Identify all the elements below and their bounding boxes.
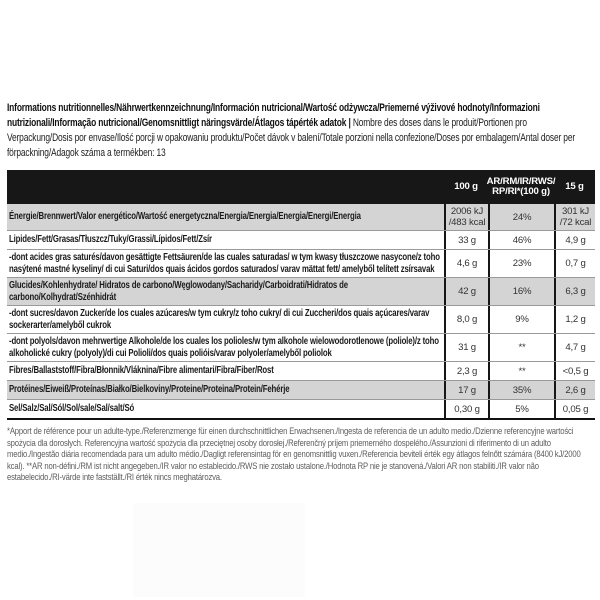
table-row	[7, 380, 595, 399]
table-row	[7, 204, 595, 230]
reference-intake-footnote: *Apport de référence pour un adulte-type./Referenzmenge für einen durchschnittlichen Erwachsenen./Ingesta de referencia de un adulto medio./Dzienne referencyjne wartości spożycia dla dorosłych. Referencyjna wartość spożycia dla przeciętnej osoby dorosłej./Referenčný príjem priemerného dospelého./Assunzioni di riferimento di un adulto medio./Ingestão diária recomendada para um adulto médio./Dagligt referensintag för en genomsnittlig vuxen./Referencia beviteli érték egy átlagos felnőtt számára (8400 kJ/2000 kcal). **AR non-défini./RM ist nicht angegeben./IR valor no establecido./RWS nie zostało ustalone./Hodnota RP nie je stanovená./Valori AR non stabiliti./IR valor não estabelecido./RI-värde inte fastställt./RI érték nincs meghatározva.	[7, 425, 581, 483]
row-label: -dont acides gras saturés/davon gesättigte Fettsäuren/de las cuales saturadas/ w tym kwasy tłuszczowe nasycone/z toho nasýtené mastné kyseliny/ di cui Saturi/dos quais ácidos gordos saturados/ varav mättat fett/ amelyből telített zsírsavak	[9, 252, 440, 275]
header-label-spacer	[7, 170, 444, 204]
value-per-100g: 8,0 g	[444, 306, 488, 333]
value-per-100g: 42 g	[444, 278, 488, 305]
value-reference-intake-percent: 23%	[488, 250, 554, 277]
value-per-15g: <0,5 g	[554, 362, 595, 380]
value-per-15g: 301 kJ /72 kcal	[554, 204, 595, 230]
value-per-100g: 2006 kJ /483 kcal	[444, 204, 488, 230]
nutrition-intro-paragraph	[7, 101, 595, 161]
table-row	[7, 277, 595, 305]
value-reference-intake-percent: **	[488, 334, 554, 361]
row-label: Fibres/Ballaststoff/Fibra/Błonnik/Vláknina/Fibre alimentari/Fibra/Fiber/Rost	[9, 365, 274, 377]
value-reference-intake-percent: 9%	[488, 306, 554, 333]
value-per-15g: 4,7 g	[554, 334, 595, 361]
column-header-15g: 15 g	[565, 180, 584, 192]
row-label: Énergie/Brennwert/Valor energético/Wartość energetyczna/Energia/Energia/Energia/Energi/Energia	[9, 211, 361, 223]
value-reference-intake-percent: 46%	[488, 231, 554, 249]
value-per-100g: 0,30 g	[444, 400, 488, 418]
value-per-15g: 0,05 g	[554, 400, 595, 418]
value-per-100g: 17 g	[444, 381, 488, 399]
table-row	[7, 230, 595, 249]
table-row	[7, 361, 595, 380]
value-per-15g: 2,6 g	[554, 381, 595, 399]
table-header-row	[7, 170, 595, 204]
table-row	[7, 333, 595, 361]
nutrition-title: Informations nutritionnelles/Nährwertkennzeichnung/Información nutricional/Wartość odżywcza/Priemerné výživové hodnoty/Informazioni nutrizionali/Informação nutricional/Genomsnittligt näringsvärde/Átlagos tápérték adatok	[7, 102, 540, 129]
row-label: -dont polyols/davon mehrwertige Alkohole/de los cuales los polioles/w tym alkohole wielowodorotlenowe (poliole)/z toho alkoholické cukry (polyoly)/di cui Polioli/dos quais polióis/varav polyoler/amelyből poliolok	[9, 336, 439, 359]
table-row	[7, 305, 595, 333]
row-label: Protéines/Eiweiß/Proteínas/Białko/Bielkoviny/Proteine/Proteina/Protein/Fehérje	[9, 384, 290, 396]
row-label: Glucides/Kohlenhydrate/ Hidratos de carbono/Węglowodany/Sacharidy/Carboidrati/Hidratos de carbono/Kolhydrat/Szénhidrát	[9, 280, 348, 303]
portions-per-pack-text: Nombre des doses dans le produit/Portionen pro Verpackung/Dosis por envase/Ilość porcji w opakowaniu produktu/Počet dávok v balení/Totale porzioni nella confezione/Doses por embalagem/Antal doser per förpackning/Adagok száma a termékben: 13	[7, 117, 576, 159]
table-row	[7, 249, 595, 277]
row-label: -dont sucres/davon Zucker/de los cuales azúcares/w tym cukry/z toho cukry/ di cui Zuccheri/dos quais açúcares/varav sockerarter/amelyből cukrok	[9, 308, 430, 331]
value-per-15g: 6,3 g	[554, 278, 595, 305]
row-label: Lipides/Fett/Grasas/Tłuszcz/Tuky/Grassi/Lípidos/Fett/Zsír	[9, 234, 212, 246]
title-separator: |	[348, 117, 351, 129]
column-header-100g: 100 g	[454, 180, 478, 192]
label-content	[7, 0, 595, 483]
table-body	[7, 204, 595, 418]
table-row	[7, 399, 595, 418]
value-per-15g: 4,9 g	[554, 231, 595, 249]
value-per-100g: 31 g	[444, 334, 488, 361]
value-reference-intake-percent: 35%	[488, 381, 554, 399]
value-per-100g: 33 g	[444, 231, 488, 249]
row-label: Sel/Salz/Sal/Sól/Sol/sale/Sal/salt/Só	[9, 403, 135, 415]
value-reference-intake-percent: **	[488, 362, 554, 380]
value-per-15g: 0,7 g	[554, 250, 595, 277]
value-reference-intake-percent: 5%	[488, 400, 554, 418]
value-per-100g: 2,3 g	[444, 362, 488, 380]
faint-watermark	[133, 503, 305, 597]
column-header-reference-intake: AR/RM/IR/RWS/ RP/RI*(100 g)	[486, 175, 556, 197]
value-reference-intake-percent: 24%	[488, 204, 554, 230]
nutrition-table	[7, 170, 595, 420]
value-per-100g: 4,6 g	[444, 250, 488, 277]
value-reference-intake-percent: 16%	[488, 278, 554, 305]
value-per-15g: 1,2 g	[554, 306, 595, 333]
